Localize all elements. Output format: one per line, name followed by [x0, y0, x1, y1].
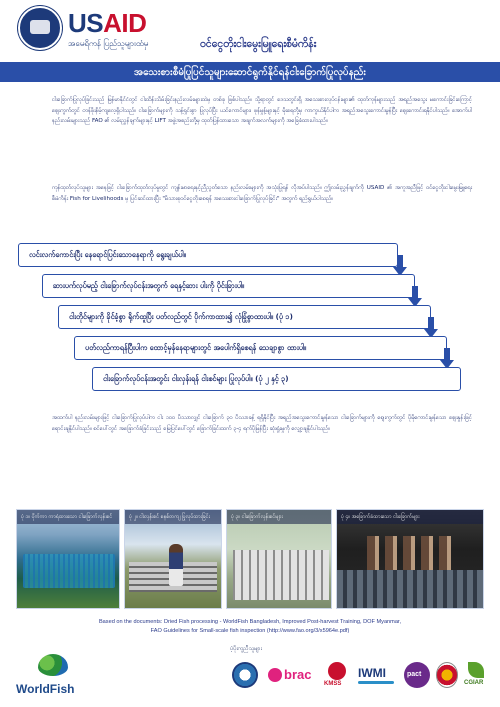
intro-paragraph: ငါးခြောက်ပြုလုပ်ခြင်းသည် မြန်မာနိုင်ငံတွင် ငါးထိန်းသိမ်းခြင်းနည်းလမ်းများထဲမှ တစ်ခု ဖြစ်ပါသည်။ သို့ရာတွင် ဒေသတွင်းရှိ အသေးစားလုပ်ငန်းများ၏ ထုတ်ကုန်များသည် အရည်အသွေး မကောင်းခြင်းကြောင့် ဈေးကွက်တွင် တန်ဖိုးနိမ့်ကျလေ့ရှိပါသည်။ ငါးခြောက်များကို သန့်ရှင်းစွာ ပြုလုပ်ပြီး ယင်ကောင်များ၊ ဖုန်မှုန့်များနှင့် မိုးရေတို့မှ ကာကွယ်နိုင်ပါက အရည်အသွေးကောင်းမွန်ပြီး ဈေးကောင်းရနိုင်ပါသည်။ အောက်ပါ နည်းလမ်းများသည် FAO ၏ လမ်းညွှန်ချက်များနှင့် LIFT အဖွဲ့အစည်းတို့မှ ထုတ်ပြန်ထားသော အချက်အလက်များကို အခြေခံထားပါသည်။ — [52, 97, 472, 125]
usaid-logo — [18, 6, 168, 56]
source-citation — [40, 618, 460, 636]
iwmi-logo — [358, 662, 398, 688]
brac-dot-icon — [268, 668, 282, 682]
brac-logo — [268, 662, 316, 688]
step-1 — [18, 243, 398, 267]
photo-racks — [226, 509, 332, 609]
supported-by-label: ပံ့ပိုးကူညီသူများ — [230, 646, 262, 652]
step-4 — [74, 336, 447, 360]
ministry-seal-icon — [232, 662, 258, 688]
brac-wordmark: brac — [284, 667, 312, 682]
photo-net-enclosure — [16, 509, 120, 609]
header — [0, 0, 500, 62]
pact-wordmark: pact — [407, 671, 422, 678]
usaid-seal-icon — [18, 6, 62, 50]
cgiar-wordmark: CGIAR — [464, 680, 484, 686]
source-line-1: Based on the documents: Dried Fish processing - WorldFish Bangladesh, Improved Post-harvest Training, DOF Myanmar, — [98, 619, 402, 625]
worldfish-wordmark: WorldFish — [16, 682, 75, 696]
footer-logos — [0, 640, 500, 707]
usaid-wordmark: USAID — [68, 8, 147, 38]
purpose-paragraph: ကုန်ထုတ်လုပ်သူများ အနေဖြင့် ငါးခြောက်ထုတ်လုပ်မှုတွင် ကျန်းမာရေးနှင့်ညီညွတ်သော နည်းလမ်းများကို အသုံးပြုရန် လိုအပ်ပါသည်။ ဤလမ်းညွှန်ချက်ကို USAID ၏ အကူအညီဖြင့် ဝင်ငွေတိုးငါးမွေးမြူရေးစီမံကိန်း Fish for Livelihoods မှ ပြင်ဆင်ထားပြီး "မိသားစုဝင်ငွေတိုးစေရန် အသေးစားငါးခြောက်ပြုလုပ်ခြင်း" အတွက် ရည်ရွယ်ပါသည်။ — [52, 185, 472, 202]
step-label: ပတ်လည်ကာရန်ပြီးပါက ထောင့်မှန်နေရာများတွင် အပေါက်ရှိစေရန် သေချာစွာ ထားပါ။ — [85, 343, 307, 352]
photo-caption: ပုံ ၄။ အခြောက်ခံထားသော ငါးခြောက်များ — [337, 510, 483, 524]
kmss-mark-icon — [328, 662, 346, 680]
photo-caption: ပုံ ၃။ ငါးခြောက်လှန်းစင်များ — [227, 510, 331, 524]
worldfish-logo — [16, 654, 96, 702]
step-5 — [92, 367, 461, 391]
step-label: လင်းလက်ကောင်းပြီး နေရောင်ပြင်းသောနေရာကို ရွေးချယ်ပါ။ — [29, 250, 186, 259]
page-title: အသေးစားစီမံပြုပြင်သူများဆောင်ရွက်နိုင်ရန်ငါးခြောက်ပြုလုပ်နည်း — [134, 67, 366, 78]
steps-flow — [0, 237, 500, 387]
source-line-2: FAO Guidelines for Small-scale fish inspection (http://www.fao.org/3/x5964e.pdf) — [150, 628, 350, 634]
title-band — [0, 62, 500, 82]
iwmi-wordmark: IWMI — [358, 666, 386, 680]
photo-strip — [16, 509, 484, 609]
step-label: ငါးခြောက်လုပ်ငန်းအတွင်း ငါးလှန်းရန် ငါးစင်များ ပြုလုပ်ပါ။ (ပုံ ၂ နှင့် ၃) — [103, 374, 289, 383]
partner-seal-icon — [436, 662, 458, 688]
cgiar-logo — [464, 662, 488, 688]
wave-icon — [358, 681, 394, 684]
step-label: ဆားပက်လုပ်မည့် ငါးခြောက်လုပ်ငန်းအတွက် ရေနှင့်ဆား ပါးကို ပိုင်းခြားပါ။ — [53, 281, 245, 290]
leaf-icon — [468, 662, 484, 678]
photo-caption: ပုံ ၁။ ပိုက်ကာ ကာရံထားသော ငါးခြောက်လှန်းစင် — [17, 510, 119, 524]
pact-logo — [404, 662, 430, 688]
fish-icon — [38, 654, 68, 676]
kmss-wordmark: KMSS — [324, 681, 342, 687]
step-label: ငါးတိုင်များကို ခိုင်ခံ့စွာ ရိုက်ထူပြီး ပတ်လည်တွင် ပိုက်ကာထား၍ လုံခြုံစွာထားပါ။ (ပုံ ၁) — [69, 312, 293, 321]
step-2 — [42, 274, 415, 298]
usaid-tagline: အမေရိကန် ပြည်သူများထံမှ — [68, 39, 149, 48]
photo-drying-rack — [124, 509, 222, 609]
kmss-logo — [322, 662, 352, 688]
project-title: ဝင်ငွေတိုးငါးမွေးမြူရေးစီမံကိန်း — [200, 38, 317, 50]
photo-caption: ပုံ ၂။ ငါးလှန်းစင် စနစ်တကျ ပြုလုပ်ထားခြင်း — [125, 510, 221, 524]
step-3 — [58, 305, 431, 329]
photo-dried-fish — [336, 509, 484, 609]
outcome-paragraph: အထက်ပါ နည်းလမ်းများဖြင့် ငါးခြောက်ပြုလုပ်ပါက ငါး ၁၀၀ ပိဿာလျှင် ငါးခြောက် ၃၀ ပိဿာခန့် ရရှိနိုင်ပြီး အရည်အသွေးကောင်းမွန်သော ငါးခြောက်များကို ဈေးကွက်တွင် ပိုမိုကောင်းမွန်သော ဈေးနှုန်းဖြင့် ရောင်းချနိုင်ပါသည်။ စင်ပေါ်တွင် အခြောက်ခံခြင်းသည် မြေပြင်ပေါ်တွင် ခြောက်ခြင်းထက် ၃-၄ ရက်ပိုမြန်ပြီး ဆုံးရှုံးမှုကို လျှော့ချနိုင်ပါသည်။ — [52, 415, 472, 432]
